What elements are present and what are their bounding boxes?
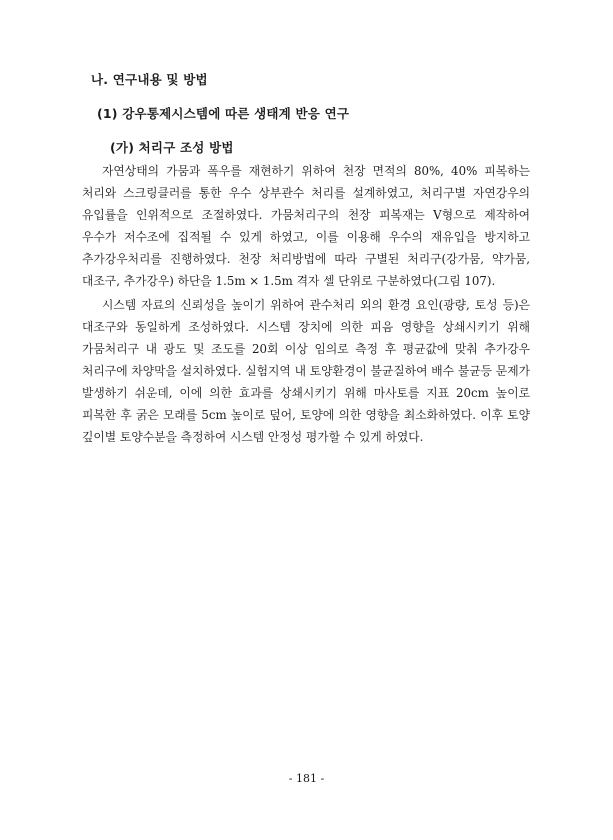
subsubsection-heading: (가) 처리구 조성 방법 [110, 140, 234, 155]
section-heading: 나. 연구내용 및 방법 [91, 72, 208, 87]
body-paragraph-1: 자연상태의 가뭄과 폭우를 재현하기 위하여 천장 면적의 80%, 40% 피복하는 처리와 스크링클러를 통한 우수 상부관수 처리를 설계하였고, 처리구별 자연강우의 유입률을 인위적으로 조절하였다. 가뭄처리구의 천장 피복재는 V형으로 제작하여 우수가 저수조에 집적될 수 있게 하였고, 이를 이용해 우수의 재유입을 방지하고 추가강우처리를 진행하였다. 천장 처리방법에 따라 구별된 처리구(강가뭄, 약가뭄, 대조구, 추가강우) 하단을 1.5m × 1.5m 격자 셀 단위로 구분하였다(그림 107). [82, 164, 530, 288]
body-paragraph-2: 시스템 자료의 신뢰성을 높이기 위하여 관수처리 외의 환경 요인(광량, 토성 등)은 대조구와 동일하게 조성하였다. 시스템 장치에 의한 피음 영향을 상쇄시키기 위해 가뭄처리구 내 광도 및 조도를 20회 이상 임의로 측정 후 평균값에 맞춰 추가강우 처리구에 차양막을 설치하였다. 실험지역 내 토양환경이 불균질하여 배수 불균등 문제가 발생하기 쉬운데, 이에 의한 효과를 상쇄시키기 위해 마사토를 지표 20cm 높이로 피복한 후 굵은 모래를 5cm 높이로 덮어, 토양에 의한 영향을 최소화하였다. 이후 토양 깊이별 토양수분을 측정하여 시스템 안정성 평가할 수 있게 하였다. [82, 298, 530, 444]
page-number: - 181 - [288, 772, 325, 785]
subsection-heading: (1) 강우통제시스템에 따른 생태계 반응 연구 [97, 106, 350, 121]
